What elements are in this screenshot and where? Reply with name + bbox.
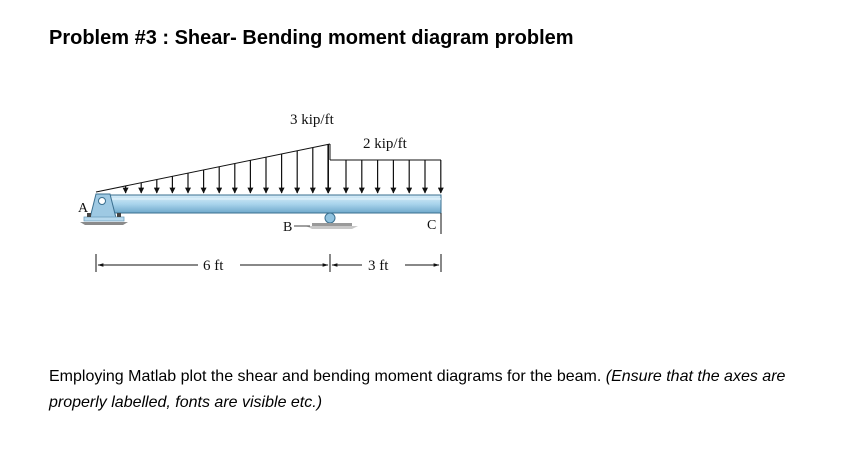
beam xyxy=(96,195,441,213)
problem-title: Problem #3 : Shear- Bending moment diagram problem xyxy=(49,27,574,49)
load-peak-label: 3 kip/ft xyxy=(290,112,334,128)
roller-support-b xyxy=(306,213,358,229)
dimension-3ft: 3 ft xyxy=(368,258,389,274)
point-a-label: A xyxy=(78,201,89,216)
load-overhang-label: 2 kip/ft xyxy=(363,136,407,152)
dimension-lines xyxy=(96,254,441,272)
instruction-italic: (Ensure that the axes are properly labelled, fonts are visible etc.) xyxy=(49,368,786,411)
dimension-6ft: 6 ft xyxy=(203,258,224,274)
point-c-label: C xyxy=(427,218,437,233)
problem-instruction xyxy=(49,364,839,416)
point-b-label: B xyxy=(283,220,293,235)
instruction-main: Employing Matlab plot the shear and bending moment diagrams for the beam. xyxy=(49,368,602,385)
